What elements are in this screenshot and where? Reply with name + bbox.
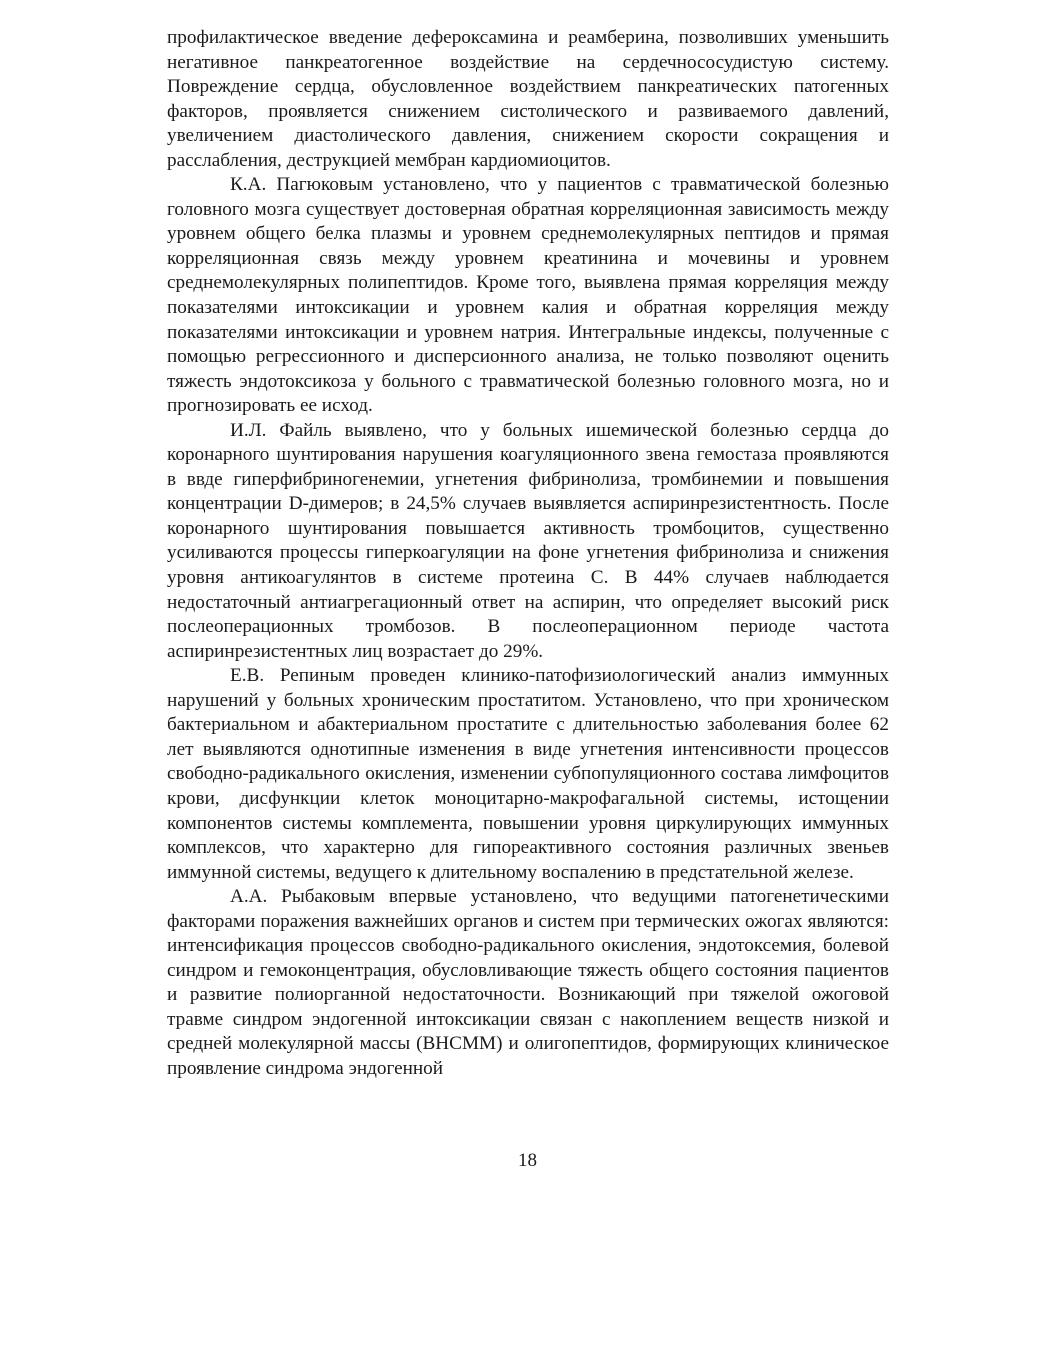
paragraph-repin: Е.В. Репиным проведен клинико-патофизиологический анализ иммунных нарушений у больных хроническим простатитом. Установлено, что при хроническом бактериальном и абактериальном простатите с длительностью заболевания более 62 лет выявляются однотипные изменения в виде угнетения интенсивности процессов свободно-радикального окисления, изменении субпопуляционного состава лимфоцитов крови, дисфункции клеток моноцитарно-макрофагальной системы, истощении компонентов системы комплемента, повышении уровня циркулирующих иммунных комплексов, что характерно для гипореактивного состояния различных звеньев иммунной системы, ведущего к длительному воспалению в предстательной железе. [167,665,889,883]
paragraph-fail: И.Л. Файль выявлено, что у больных ишемической болезнью сердца до коронарного шунтирования нарушения коагуляционного звена гемостаза проявляются в ввде гиперфибриногенемии, угнетения фибринолиза, тромбинемии и повышения концентрации D-димеров; в 24,5% случаев выявляется аспиринрезистентность. После коронарного шунтирования повышается активность тромбоцитов, существенно усиливаются процессы гиперкоагуляции на фоне угнетения фибринолиза и снижения уровня антикоагулянтов в системе протеина С. В 44% случаев наблюдается недостаточный антиагрегационный ответ на аспирин, что определяет высокий риск послеоперационных тромбозов. В послеоперационном периоде частота аспиринрезистентных лиц возрастает до 29%. [167,419,889,662]
paragraph-continuation: профилактическое введение дефероксамина и реамберина, позволивших уменьшить негативное панкреатогенное воздействие на сердечнососудистую систему. Повреждение сердца, обусловленное воздействием панкреатических патогенных факторов, проявляется снижением систолического и развиваемого давлений, увеличением диастолического давления, снижением скорости сокращения и расслабления, деструкцией мембран кардиомиоцитов. [167,27,889,171]
body-text [167,26,889,1082]
paragraph-rybakov: А.А. Рыбаковым впервые установлено, что ведущими патогенетическими факторами поражения важнейших органов и систем при термических ожогах являются: интенсификация процессов свободно-радикального окисления, эндотоксемия, болевой синдром и гемоконцентрация, обусловливающие тяжесть общего состояния пациентов и развитие полиорганной недостаточности. Возникающий при тяжелой ожоговой травме синдром эндогенной интоксикации связан с накоплением веществ низкой и средней молекулярной массы (ВНСММ) и олигопептидов, формирующих клиническое проявление синдрома эндогенной [167,886,889,1079]
page-number: 18 [518,1150,537,1171]
paragraph-pagyukov: К.А. Пагюковым установлено, что у пациентов с травматической болезнью головного мозга существует достоверная обратная корреляционная зависимость между уровнем общего белка плазмы и уровнем среднемолекулярных пептидов и прямая корреляционная связь между уровнем креатинина и мочевины и уровнем среднемолекулярных полипептидов. Кроме того, выявлена прямая корреляция между показателями интоксикации и уровнем калия и обратная корреляция между показателями интоксикации и уровнем натрия. Интегральные индексы, полученные с помощью регрессионного и дисперсионного анализа, не только позволяют оценить тяжесть эндотоксикоза у больного с травматической болезнью головного мозга, но и прогнозировать ее исход. [167,174,889,417]
